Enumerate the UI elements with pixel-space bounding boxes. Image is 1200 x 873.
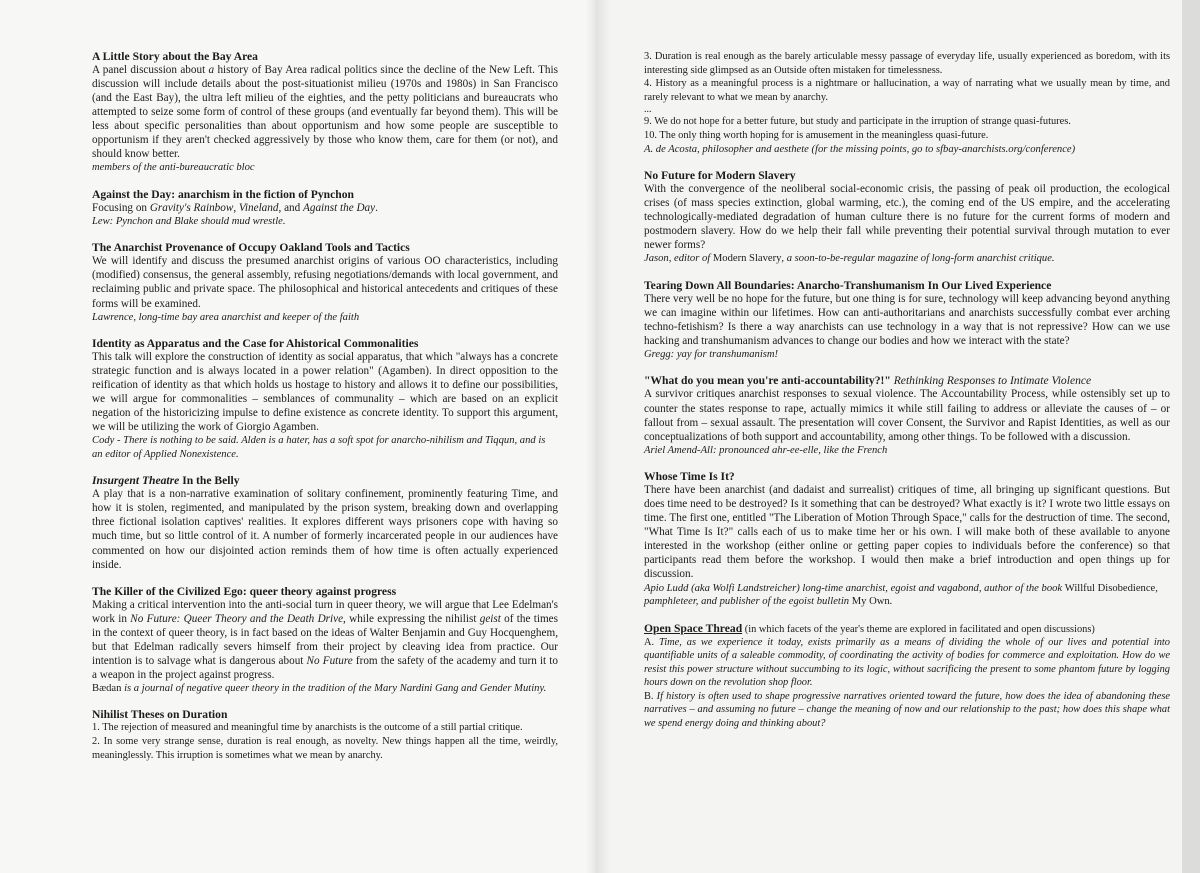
section-title: Identity as Apparatus and the Case for Ahistorical Commonalities: [92, 337, 419, 351]
section-title: Tearing Down All Boundaries: Anarcho-Transhumanism In Our Lived Experience: [644, 278, 1052, 292]
body-text: Making a critical intervention into the anti-social turn in queer theory, we will argue that Lee Edelman's work in: [92, 598, 558, 625]
credit-text: is a journal of negative queer theory in the tradition of the Mary Nardini Gang and Gender Mutiny.: [121, 682, 547, 694]
thesis-item: 9. We do not hope for a better future, but study and participate in the irruption of strange quasi-futures.: [644, 116, 1071, 128]
section-body: With the convergence of the neoliberal social-economic crisis, the passing of peak oil production, the ecological crises (of mass species extinction, global warming, etc.), the coming end of the US empire, and the accelerating technologically-mediated degradation of human culture there is no future for the current forms of modern and postmodern slavery. How do we help their fall while preventing their potential survival through mutation to ever newer forms?: [644, 183, 1170, 252]
item-label: A.: [644, 636, 660, 648]
presenter-credit: A. de Acosta, philosopher and aesthete (for the missing points, go to sfbay-anarchists.org/conference): [644, 143, 1076, 155]
section-body: We will identify and discuss the presumed anarchist origins of various OO characteristics, including (modified) consensus, the general assembly, refusing negotiations/demands with local government, and reclaiming public and private space. The philosophical and historical antecedents and critiques of these forms will be examined.: [92, 255, 558, 310]
right-column: [644, 50, 1170, 744]
credit-text: , pamphleteer, and publisher of the egoist bulletin: [644, 582, 1158, 607]
discussion-item-b: [644, 690, 1170, 731]
book-title: Gravity's Rainbow: [149, 201, 234, 214]
section-title: The Killer of the Civilized Ego: queer theory against progress: [92, 584, 397, 598]
section-modern-slavery: [644, 169, 1170, 266]
presenter-credit: Cody - There is nothing to be said. Alden is a hater, has a soft spot for anarcho-nihilism and Tiqqun, and is an editor of Applied Nonexistence.: [92, 435, 546, 460]
thesis-item: 2. In some very strange sense, duration is real enough, as novelty. New things happen all the time, weirdly, meaninglessly. This irruption is sometimes what we mean by anarchy.: [92, 736, 558, 761]
thesis-item: 3. Duration is real enough as the barely articulable messy passage of everyday life, usually experienced as boredom, with its interesting side glimpsed as an Outside often mistaken for timelessness.: [644, 51, 1170, 76]
title-note: (in which facets of the year's theme are explored in facilitated and open discussions): [742, 623, 1095, 635]
credit-text: , a soon-to-be-regular magazine of long-form anarchist critique.: [781, 253, 1055, 265]
book-title: No Future: Queer Theory and the Death Drive: [130, 612, 344, 625]
section-nihilist-theses-continued: [644, 50, 1170, 156]
credit-text: Apio Ludd (aka Wolfi Landstreicher) long-time anarchist, egoist and vagabond, author of the book: [644, 582, 1065, 594]
item-text: Time, as we experience it today, exists primarily as a means of dividing the whole of our lives and potential into quantifiable units of a saleable commodity, of coordinating the activity of bodies for commerce and exploitation. How do we resist this power structure without succumbing to its logic, without sacrificing the present to some phantom future by logging hours down on the revolution shop floor.: [644, 636, 1171, 689]
section-body: A survivor critiques anarchist responses to sexual violence. The Accountability Process, while ostensibly set up to counter the states response to rape, actually mimics it while still failing to address or alleviate the causes of – or fallout from – sexual assault. The presentation will cover Consent, the Survivor and Rapist Identities, as well as our conceptualizations of both support and accountability, among other things. To be followed with a discussion.: [644, 388, 1170, 443]
section-anarcho-transhumanism: [644, 279, 1170, 362]
page-edge: [1182, 0, 1200, 873]
section-body: A play that is a non-narrative examination of solitary confinement, prominently featuring Time, and how it is stolen, regimented, and manipulated by the prison system, breaking down and overlapping three fictional isolation captives' realities. It explores different ways prisoners cope with having so much time, but so little control of it. A number of formerly incarcerated people in our audiences have commented on how our disjointed action reminds them of how time is often actually experienced inside.: [92, 488, 558, 571]
left-page: [0, 0, 596, 873]
title-subtitle: Rethinking Responses to Intimate Violence: [890, 374, 1092, 388]
body-text: from the safety of the academy and turn it to a weapon in the project against progress.: [92, 654, 558, 681]
book-title: Willful Disobedience: [1064, 582, 1156, 594]
section-killer-civilized-ego: [92, 585, 558, 696]
body-text: A panel discussion about: [92, 64, 209, 76]
item-text: If history is often used to shape progressive narratives oriented toward the future, how does the idea of abandoning these narratives – and assuming no future – change the meaning of now and our relationship to the past; how does this shape what we spend energy doing and thinking about?: [644, 690, 1170, 730]
section-identity-apparatus: [92, 337, 558, 461]
section-title: [644, 374, 1170, 387]
section-title: A Little Story about the Bay Area: [92, 50, 258, 63]
section-open-space-thread: [644, 622, 1170, 731]
body-text: Focusing on: [92, 201, 150, 214]
presenter-credit: Ariel Amend-All: pronounced ahr-ee-elle, like the French: [644, 444, 888, 456]
presenter-credit: [644, 252, 1170, 266]
section-body: There have been anarchist (and dadaist and surrealist) critiques of time, all bringing up significant questions. But does time need to be destroyed? Is it something that can be destroyed? What exactly is it? I wrote two little essays on time. The first one, entitled "The Liberation of Motion Through Space," calls for the destruction of time. The second, "What Time Is It?" calls each of us to make time her or his own. I will make both of these available to anyone interested in the workshop (either online or getting paper copies to individuals before the conference) so that participants read them before the workshop. I would then make a brief introduction and open things up for discussion.: [644, 484, 1170, 581]
presenter-credit: Lawrence, long-time bay area anarchist and keeper of the faith: [92, 311, 360, 323]
presenter-credit: Gregg: yay for transhumanism!: [644, 348, 779, 360]
book-title: Against the Day: [303, 201, 376, 214]
title-text: In the Belly: [179, 474, 240, 488]
thesis-item: 10. The only thing worth hoping for is amusement in the meaningless quasi-future.: [644, 129, 989, 141]
bulletin-title: My Own: [851, 596, 890, 607]
credit-text: .: [889, 596, 893, 607]
section-title: Whose Time Is It?: [644, 470, 735, 484]
section-whose-time: [644, 470, 1170, 608]
section-nihilist-theses: [92, 708, 558, 762]
thesis-item: 4. History as a meaningful process is a nightmare or hallucination, a way of narrating what we usually mean by time, and rarely relevant to what we mean by anarchy.: [644, 78, 1170, 103]
item-label: B.: [644, 690, 657, 702]
section-body: There very well be no hope for the future, but one thing is for sure, technology will keep advancing beyond anything we can imagine within our lifetimes. How can anti-authoritarians and anarchists successfully combat ever arching techno-fetishism? Is there a way anarchists can use technology in a way that is not repressive? How can we use hacking and transhumanism advances to change our bodies and how we interact with the state?: [644, 292, 1170, 347]
book-title: Vineland: [238, 201, 279, 214]
section-body: [92, 598, 558, 682]
right-page: [596, 0, 1200, 873]
ellipsis: ...: [644, 104, 652, 116]
presenter-credit: Lew: Pynchon and Blake should mud wrestle.: [92, 215, 286, 227]
book-title: No Future: [306, 654, 353, 667]
section-little-story: [92, 50, 558, 175]
thesis-item: 1. The rejection of measured and meaningful time by anarchists is the outcome of a still partial critique.: [92, 722, 523, 734]
section-body: [92, 201, 558, 215]
body-emphasis: geist: [479, 612, 501, 625]
body-text: of the times in the context of queer theory, is in fact based on the ideas of Walter Benjamin and Guy Hocquenghem, but that Edelman radically severs himself from their project by cleaving idea from practice. Our intention is to salvage what is dangerous about: [92, 612, 558, 667]
body-emphasis: a: [208, 64, 215, 76]
body-text: history of Bay Area radical politics since the decline of the New Left. This discussion will include details about the post-situationist milieu (1970s and 1980s) in San Francisco (and the East Bay), the ultra left milieu of the eighties, and the petty politicians and bureaucrats who attempted to seize some form of control of these groups (and eventually far beyond them). This will be less about specific personalities than about opportunism and how some people are susceptible to opportunism if they aren't checked aggressively by those who know them, care for them (or not), and should know better.: [92, 64, 558, 161]
body-text: ,: [233, 201, 239, 214]
presenter-credit: [644, 582, 1170, 609]
magazine-title: Modern Slavery: [712, 253, 782, 265]
title-text: "What do you mean you're anti-accountability?!": [644, 374, 891, 388]
presenter-credit: [92, 682, 558, 696]
credit-name: Bædan: [92, 682, 122, 694]
discussion-item-a: [644, 636, 1170, 690]
section-title: [92, 474, 558, 487]
section-title: Against the Day: anarchism in the fiction of Pynchon: [92, 187, 354, 201]
left-column: [92, 50, 558, 775]
body-text: , while expressing the nihilist: [343, 612, 480, 625]
title-text: Open Space Thread: [644, 621, 743, 635]
section-insurgent-theatre: [92, 474, 558, 571]
section-occupy-oakland: [92, 241, 558, 324]
section-body: This talk will explore the construction of identity as social apparatus, that which "always has a concrete strategic function and is always located in a power relation" (Agamben). In direct opposition to the reification of identity as that which holds us hostage to history and allows it to define our possibilities, we will argue for commonalities – semblances of communality – which are based on an explicit negation of the historicizing impulse to define existence as concrete identity. To support this argument, we will be utilizing the work of Giorgio Agamben.: [92, 351, 558, 434]
body-text: .: [375, 201, 378, 214]
credit-text: Jason, editor of: [644, 253, 713, 265]
section-title: [644, 622, 1170, 636]
presenter-credit: members of the anti-bureaucratic bloc: [92, 162, 255, 174]
title-emphasis: Insurgent Theatre: [92, 474, 180, 488]
section-anti-accountability: [644, 374, 1170, 457]
section-against-the-day: [92, 188, 558, 229]
body-text: , and: [278, 201, 304, 214]
section-title: Nihilist Theses on Duration: [92, 708, 228, 722]
section-body: [92, 63, 558, 161]
section-title: The Anarchist Provenance of Occupy Oakland Tools and Tactics: [92, 241, 410, 255]
section-title: No Future for Modern Slavery: [644, 169, 796, 183]
